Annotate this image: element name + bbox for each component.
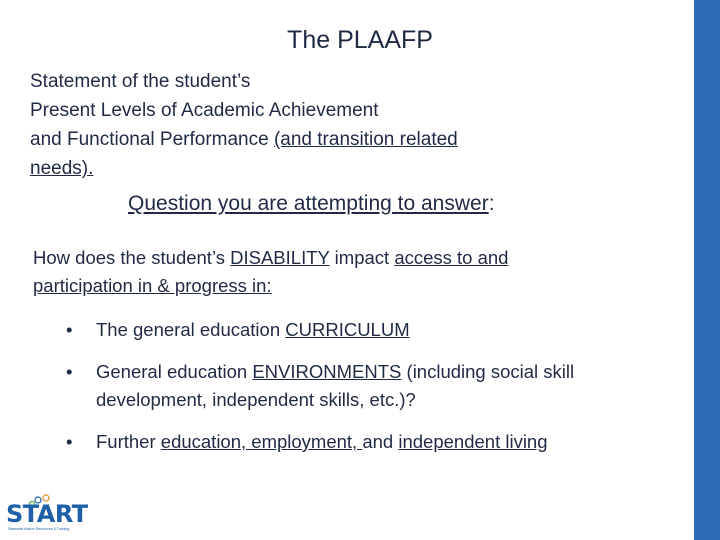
how-question	[33, 244, 653, 300]
statement-underlined-text: (and transition related	[273, 129, 458, 150]
bullet-list	[66, 316, 676, 470]
bullet-plain-text: General education	[96, 361, 253, 382]
education-employment-term: education, employment,	[160, 431, 363, 452]
how-line-1	[33, 244, 653, 272]
bullet-text	[96, 316, 676, 344]
statement-line-3	[30, 125, 590, 154]
question-heading	[128, 192, 495, 216]
access-term: access to and	[394, 247, 509, 268]
bullet-rest-text: (including social skill	[401, 361, 575, 382]
question-underlined-text: Question you are attempting to answer	[128, 192, 489, 215]
accent-side-bar	[694, 0, 720, 540]
list-item	[66, 358, 676, 414]
statement-line-2: Present Levels of Academic Achievement	[30, 100, 379, 121]
statement-underlined-text-end: needs).	[30, 158, 94, 179]
independent-living-term: independent living	[398, 431, 548, 452]
how-line-2	[33, 272, 653, 300]
curriculum-term: CURRICULUM	[285, 319, 410, 340]
bullet-dot: •	[66, 319, 73, 340]
how-text-2: impact	[329, 247, 395, 268]
bullet-dot: •	[66, 361, 73, 382]
environments-term: ENVIRONMENTS	[252, 361, 402, 382]
logo-tagline: Statewide Autism Resources & Training	[8, 527, 70, 531]
how-text-1: How does the student’s	[33, 247, 231, 268]
statement-line-1: Statement of the student’s	[30, 71, 251, 92]
bullet-plain-text: Further	[96, 431, 161, 452]
plaafp-statement	[30, 67, 590, 183]
bullet-mid-text: and	[362, 431, 399, 452]
bullet-plain-text: The general education	[96, 319, 286, 340]
bullet-text	[96, 428, 676, 456]
bullet-dot: •	[66, 431, 73, 452]
statement-line-4	[30, 154, 590, 183]
bullet-text-continued: development, independent skills, etc.)?	[96, 389, 416, 410]
start-logo	[6, 494, 88, 536]
list-item	[66, 316, 676, 344]
logo-wordmark: START	[6, 500, 88, 528]
disability-term: DISABILITY	[230, 247, 330, 268]
question-colon: :	[488, 192, 495, 215]
slide-title: The PLAAFP	[287, 26, 433, 54]
statement-text: and Functional Performance	[30, 129, 274, 150]
participation-term: participation in & progress in:	[33, 275, 272, 296]
list-item	[66, 428, 676, 456]
bullet-text	[96, 358, 676, 386]
